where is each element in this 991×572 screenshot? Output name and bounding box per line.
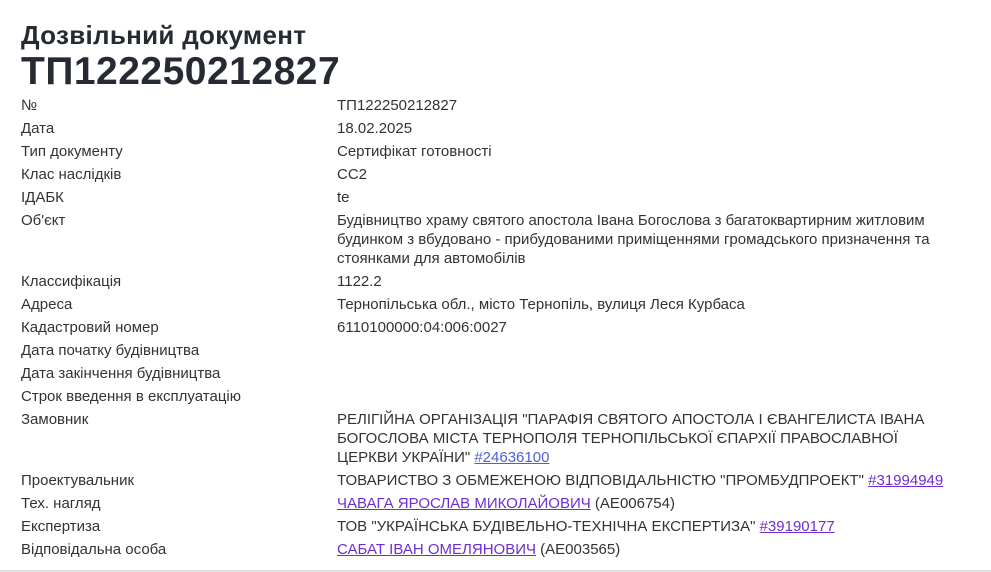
field-value-text: Сертифікат готовності bbox=[337, 143, 492, 160]
field-value bbox=[337, 165, 962, 184]
field-label: Строк введення в експлуатацію bbox=[21, 388, 241, 405]
field-row bbox=[21, 316, 971, 339]
field-label: Відповідальна особа bbox=[21, 541, 167, 558]
field-label: Тех. нагляд bbox=[21, 495, 101, 512]
field-label: Дата bbox=[21, 120, 55, 137]
field-row bbox=[21, 408, 971, 469]
field-label: Замовник bbox=[21, 411, 89, 428]
field-value-text: Будівництво храму святого апостола Івана Богослова з багатоквартирним житловим будинком з вбудовано - прибудованими приміщеннями громадського призначення та стоянками для автомобілів bbox=[337, 212, 930, 267]
field-row bbox=[21, 270, 971, 293]
field-value-text: te bbox=[337, 189, 350, 206]
field-label: Експертиза bbox=[21, 518, 101, 535]
field-value bbox=[337, 188, 962, 207]
field-value-text: (АЕ003565) bbox=[536, 541, 621, 558]
field-label: Адреса bbox=[21, 296, 73, 313]
field-row bbox=[21, 339, 971, 362]
field-row bbox=[21, 362, 971, 385]
field-label: Тип документу bbox=[21, 143, 123, 160]
field-row bbox=[21, 94, 971, 117]
person-link[interactable]: ЧАВАГА ЯРОСЛАВ МИКОЛАЙОВИЧ bbox=[337, 495, 591, 512]
field-value-text: 18.02.2025 bbox=[337, 120, 413, 137]
field-value-text: ТП122250212827 bbox=[337, 97, 458, 114]
field-label: Клас наслідків bbox=[21, 166, 122, 183]
field-label: ІДАБК bbox=[21, 189, 64, 206]
field-value-text: ТОВ "УКРАЇНСЬКА БУДІВЕЛЬНО-ТЕХНІЧНА ЕКСПЕРТИЗА" bbox=[337, 518, 760, 535]
field-value bbox=[337, 142, 962, 161]
field-value bbox=[337, 295, 962, 314]
field-row bbox=[21, 117, 971, 140]
field-value-text: 1122.2 bbox=[337, 273, 382, 290]
field-value bbox=[337, 471, 962, 490]
fields-table bbox=[21, 94, 971, 561]
field-value-text: (АЕ006754) bbox=[590, 495, 675, 512]
field-value bbox=[337, 410, 962, 467]
field-value bbox=[337, 119, 962, 138]
field-label: Об'єкт bbox=[21, 212, 66, 229]
field-value-text: 6110100000:04:006:0027 bbox=[337, 319, 507, 336]
field-row bbox=[21, 209, 971, 270]
field-row bbox=[21, 140, 971, 163]
field-row bbox=[21, 492, 971, 515]
field-value bbox=[337, 540, 962, 559]
field-value bbox=[337, 96, 962, 115]
field-value bbox=[337, 517, 962, 536]
field-label: Проектувальник bbox=[21, 472, 135, 489]
field-label: № bbox=[21, 97, 38, 114]
field-label: Кадастровий номер bbox=[21, 319, 159, 336]
field-row bbox=[21, 469, 971, 492]
field-value bbox=[337, 272, 962, 291]
registry-link[interactable]: #31994949 bbox=[868, 472, 944, 489]
field-row bbox=[21, 538, 971, 561]
field-label: Классифікація bbox=[21, 273, 122, 290]
field-value bbox=[337, 318, 962, 337]
page-title: Дозвільний документ bbox=[21, 20, 307, 50]
field-value-text: РЕЛІГІЙНА ОРГАНІЗАЦІЯ "ПАРАФІЯ СВЯТОГО АПОСТОЛА І ЄВАНГЕЛИСТА ІВАНА БОГОСЛОВА МІСТА ТЕРНОПОЛЯ ТЕРНОПІЛЬСЬКОЇ ЄПАРХІЇ ПРАВОСЛАВНОЇ ЦЕРКВИ УКРАЇНИ" bbox=[337, 411, 925, 466]
field-row bbox=[21, 385, 971, 408]
person-link[interactable]: САБАТ ІВАН ОМЕЛЯНОВИЧ bbox=[337, 541, 536, 558]
field-value-text: ТОВАРИСТВО З ОБМЕЖЕНОЮ ВІДПОВІДАЛЬНІСТЮ "ПРОМБУДПРОЕКТ" bbox=[337, 472, 869, 489]
registry-link[interactable]: #24636100 bbox=[474, 449, 550, 466]
field-label: Дата закінчення будівництва bbox=[21, 365, 221, 382]
field-value-text: Тернопільська обл., місто Тернопіль, вулиця Леся Курбаса bbox=[337, 296, 745, 313]
field-row bbox=[21, 186, 971, 209]
field-value bbox=[337, 494, 962, 513]
field-row bbox=[21, 163, 971, 186]
field-row bbox=[21, 515, 971, 538]
field-value bbox=[337, 211, 962, 268]
document-number: ТП122250212827 bbox=[21, 50, 341, 93]
field-row bbox=[21, 293, 971, 316]
field-value-text: СС2 bbox=[337, 166, 368, 183]
field-label: Дата початку будівництва bbox=[21, 342, 200, 359]
registry-link[interactable]: #39190177 bbox=[759, 518, 835, 535]
